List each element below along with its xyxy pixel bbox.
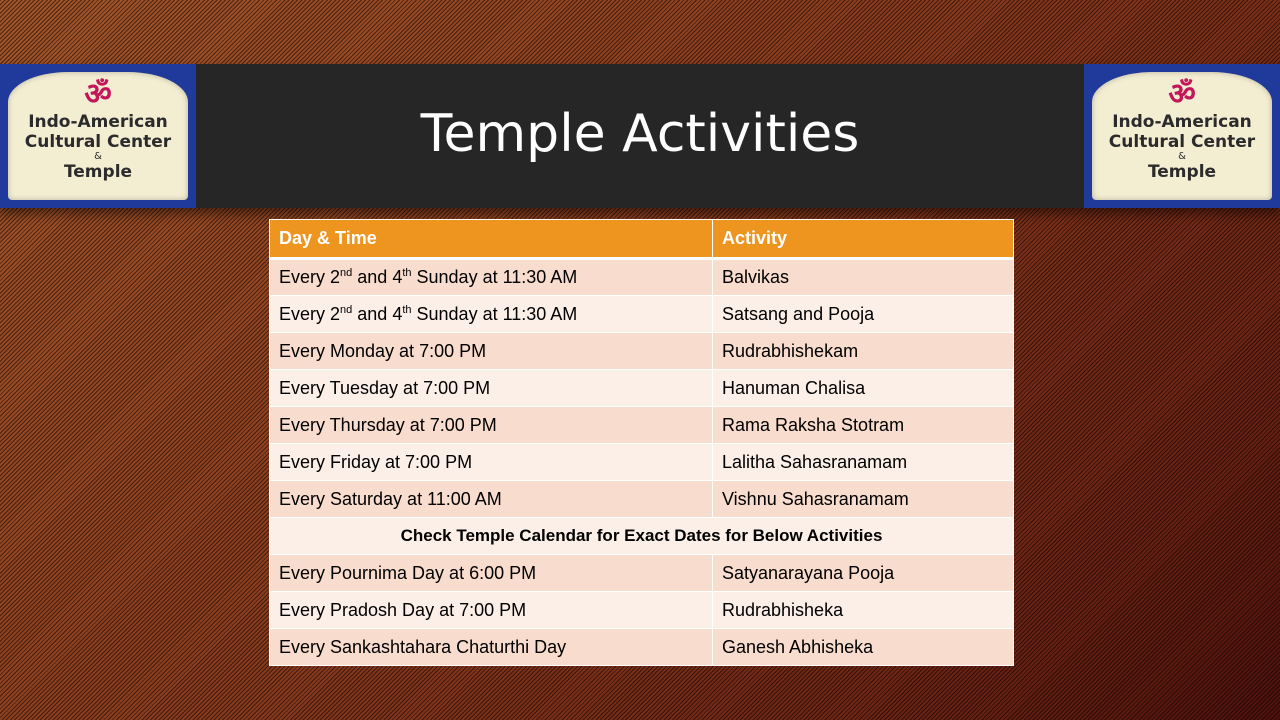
activity-cell: Ganesh Abhisheka: [713, 629, 1014, 666]
activity-cell: Balvikas: [713, 259, 1014, 296]
logo-line-1: Indo-American: [1112, 112, 1252, 132]
day-time-cell: Every Saturday at 11:00 AM: [270, 481, 713, 518]
notice-row: [270, 518, 1014, 555]
table-row: [270, 259, 1014, 296]
activity-cell: Hanuman Chalisa: [713, 370, 1014, 407]
day-time-cell: [270, 259, 713, 296]
temple-logo-left: [0, 64, 196, 208]
day-text: and 4: [352, 267, 403, 287]
logo-line-2: Cultural Center: [24, 132, 172, 152]
ordinal-suffix: nd: [340, 267, 353, 279]
table-row: [270, 444, 1014, 481]
day-text: Sunday at 11:30 AM: [411, 267, 578, 287]
ordinal-suffix: th: [402, 267, 412, 279]
logo-ampersand: &: [1178, 151, 1186, 162]
header-activity: Activity: [713, 220, 1014, 259]
slide-title: Temple Activities: [420, 104, 860, 164]
table-row: [270, 370, 1014, 407]
temple-logo-right: [1084, 64, 1280, 208]
activity-cell: Lalitha Sahasranamam: [713, 444, 1014, 481]
ordinal-suffix: th: [402, 303, 412, 316]
table-row: [270, 333, 1014, 370]
logo-line-1: Indo-American: [28, 112, 168, 132]
calendar-notice: Check Temple Calendar for Exact Dates for Below Activities: [270, 518, 1014, 555]
om-icon: ॐ: [84, 77, 112, 112]
day-text: Every 2: [279, 267, 341, 287]
day-text: and 4: [352, 303, 403, 324]
day-time-cell: [270, 296, 713, 333]
activity-cell: Satsang and Pooja: [713, 296, 1014, 333]
logo-line-3: Temple: [63, 162, 133, 182]
day-time-cell: Every Sankashtahara Chaturthi Day: [270, 629, 713, 666]
day-time-cell: Every Tuesday at 7:00 PM: [270, 370, 713, 407]
activity-cell: Rudrabhishekam: [713, 333, 1014, 370]
logo-line-3: Temple: [1147, 162, 1217, 182]
activity-cell: Rudrabhisheka: [713, 592, 1014, 629]
table-row: [270, 481, 1014, 518]
table-row: [270, 296, 1014, 333]
om-icon: ॐ: [1168, 77, 1196, 112]
table-row: [270, 555, 1014, 592]
activities-table: [269, 219, 1014, 666]
day-time-cell: Every Monday at 7:00 PM: [270, 333, 713, 370]
day-time-cell: Every Pradosh Day at 7:00 PM: [270, 592, 713, 629]
logo-line-2: Cultural Center: [1108, 132, 1256, 152]
logo-plaque: [1092, 72, 1272, 200]
table-row: [270, 629, 1014, 666]
day-time-cell: Every Friday at 7:00 PM: [270, 444, 713, 481]
header-day-time: Day & Time: [270, 220, 713, 259]
table-row: [270, 592, 1014, 629]
day-text: Sunday at 11:30 AM: [411, 303, 578, 324]
table-row: [270, 407, 1014, 444]
activity-cell: Satyanarayana Pooja: [713, 555, 1014, 592]
ordinal-suffix: nd: [340, 303, 353, 316]
activity-cell: Rama Raksha Stotram: [713, 407, 1014, 444]
day-time-cell: Every Thursday at 7:00 PM: [270, 407, 713, 444]
activity-cell: Vishnu Sahasranamam: [713, 481, 1014, 518]
table-header-row: [270, 220, 1014, 259]
day-text: Every 2: [279, 303, 341, 324]
day-time-cell: Every Pournima Day at 6:00 PM: [270, 555, 713, 592]
logo-ampersand: &: [94, 151, 102, 162]
logo-plaque: [8, 72, 188, 200]
